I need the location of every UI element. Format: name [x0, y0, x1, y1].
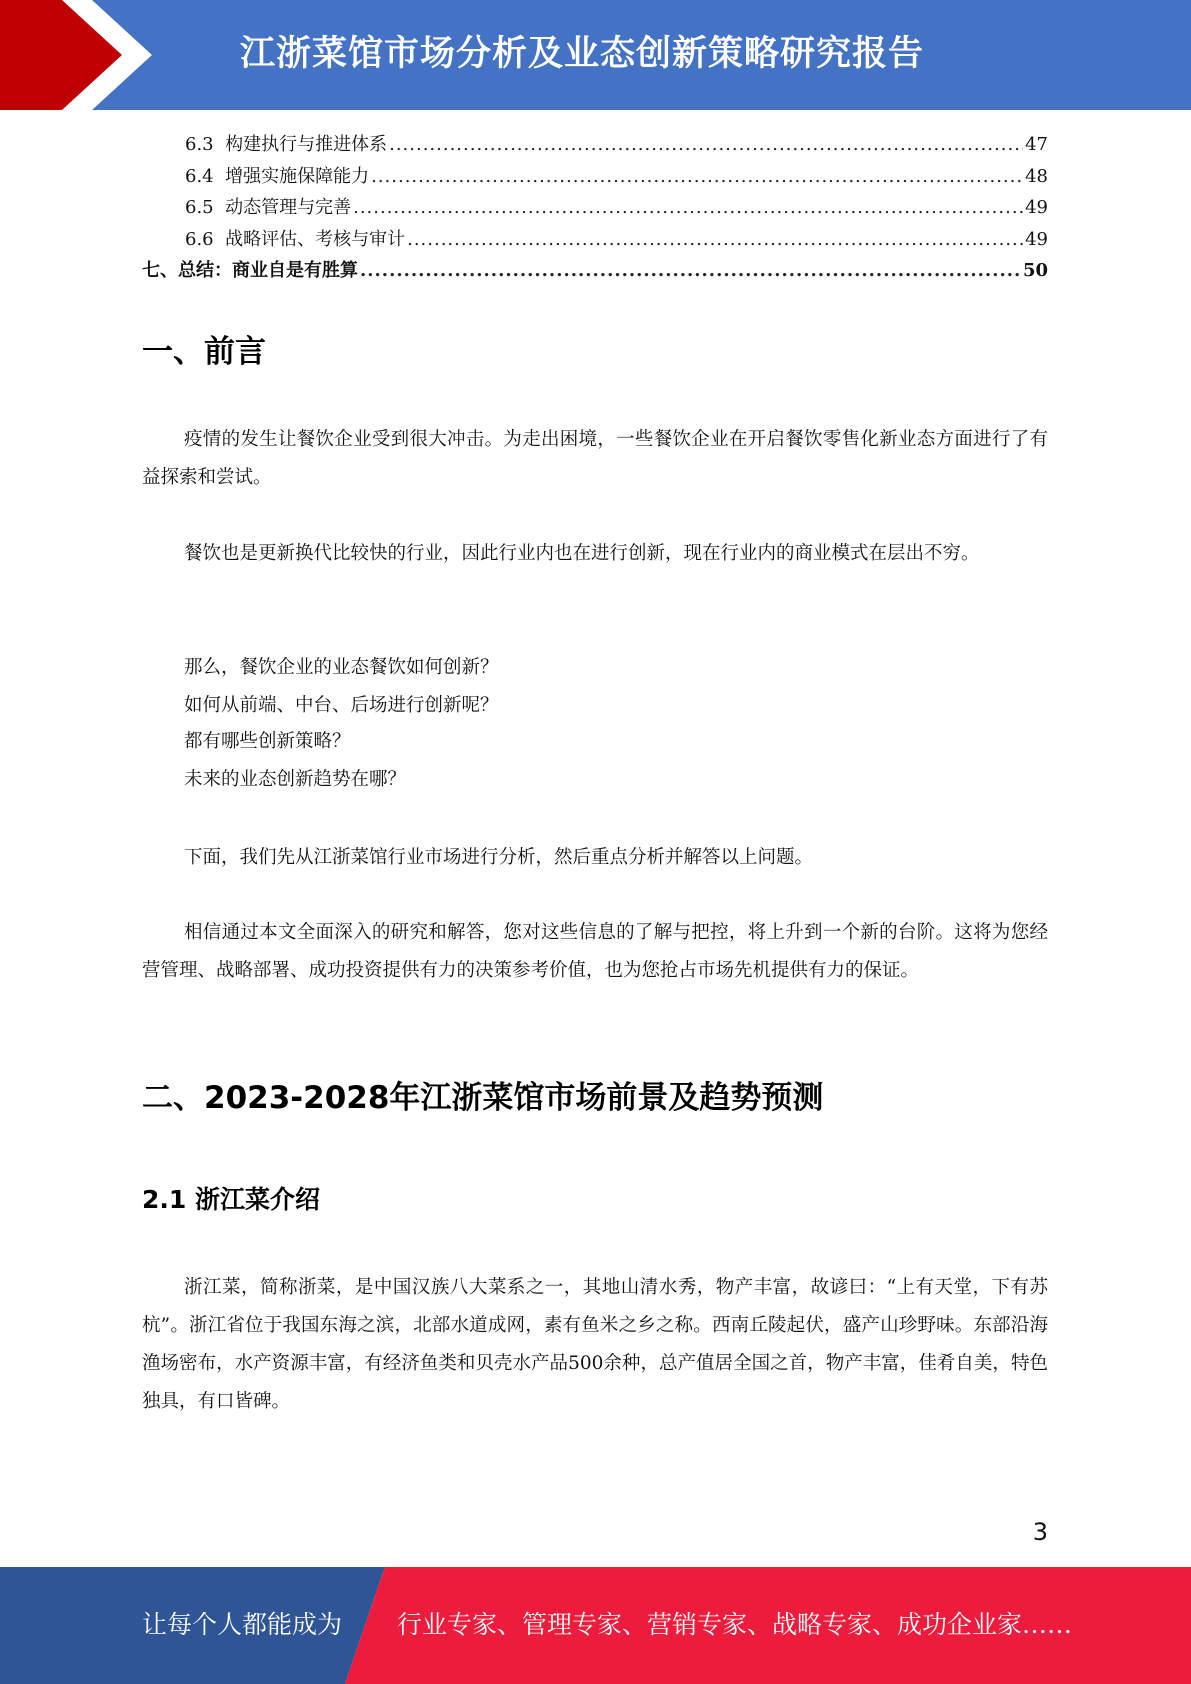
toc-leader-dots [389, 129, 1023, 161]
toc-entry-label: 6.4 增强实施保障能力 [185, 165, 370, 187]
header-arrow-decoration [0, 0, 160, 110]
section-heading-market-outlook: 二、2023-2028年江浙菜馆市场前景及趋势预测 [142, 1080, 824, 1116]
toc-page-number: 49 [1025, 197, 1048, 218]
toc-entry[interactable] [142, 224, 1048, 256]
toc-entry-chapter[interactable] [142, 255, 1048, 287]
toc-entry[interactable] [142, 192, 1048, 224]
page-footer [0, 1567, 1191, 1684]
toc-entry-label: 6.5 动态管理与完善 [185, 197, 352, 218]
page-number: 3 [1032, 1518, 1048, 1546]
question-line: 未来的业态创新趋势在哪？ [184, 769, 407, 790]
toc-page-number: 49 [1025, 228, 1048, 250]
toc-entry[interactable] [142, 129, 1048, 161]
paragraph: 浙江菜，简称浙菜，是中国汉族八大菜系之一，其地山清水秀，物产丰富，故谚曰：“上有天堂，下有苏杭”。浙江省位于我国东海之滨，北部水道成网，素有鱼米之乡之称。西南丘陵起伏，盛产山珍野味。东部沿海渔场密布，水产资源丰富，有经济鱼类和贝壳水产品500余种，总产值居全国之首，物产丰富，佳肴自美，特色独具，有口皆碑。 [142, 1277, 1048, 1412]
toc-entry[interactable] [142, 161, 1048, 193]
toc-leader-dots [407, 224, 1023, 256]
page-header [0, 0, 1191, 110]
toc-page-number: 50 [1022, 260, 1048, 281]
paragraph: 疫情的发生让餐饮企业受到很大冲击。为走出困境，一些餐饮企业在开启餐饮零售化新业态方面进行了有益探索和尝试。 [142, 429, 1048, 488]
section-heading-preface: 一、前言 [142, 334, 266, 370]
toc-leader-dots [360, 255, 1021, 287]
toc-leader-dots [353, 192, 1023, 224]
question-line: 那么，餐饮企业的业态餐饮如何创新？ [184, 657, 499, 678]
toc-page-number: 48 [1025, 165, 1048, 187]
toc-page-number: 47 [1025, 134, 1048, 155]
toc-leader-dots [371, 161, 1023, 193]
toc-entry-label: 6.3 构建执行与推进体系 [185, 134, 388, 155]
question-line: 如何从前端、中台、后场进行创新呢？ [184, 695, 499, 716]
footer-slogan-left: 让每个人都能成为 [142, 1610, 343, 1639]
toc-entry-label: 七、总结：商业自是有胜算 [142, 260, 358, 281]
question-line: 都有哪些创新策略？ [184, 731, 351, 752]
subsection-heading-zhejiang-cuisine: 2.1 浙江菜介绍 [142, 1185, 320, 1214]
table-of-contents [142, 129, 1048, 287]
toc-entry-label: 6.6 战略评估、考核与审计 [185, 228, 406, 250]
paragraph: 下面，我们先从江浙菜馆行业市场进行分析，然后重点分析并解答以上问题。 [184, 847, 814, 868]
footer-slogan-right: 行业专家、管理专家、营销专家、战略专家、成功企业家…… [397, 1610, 1073, 1639]
paragraph: 餐饮也是更新换代比较快的行业，因此行业内也在进行创新，现在行业内的商业模式在层出不穷。 [184, 543, 980, 564]
paragraph: 相信通过本文全面深入的研究和解答，您对这些信息的了解与把控，将上升到一个新的台阶。这将为您经营管理、战略部署、成功投资提供有力的决策参考价值，也为您抢占市场先机提供有力的保证。 [142, 922, 1048, 981]
report-title: 江浙菜馆市场分析及业态创新策略研究报告 [240, 34, 925, 74]
